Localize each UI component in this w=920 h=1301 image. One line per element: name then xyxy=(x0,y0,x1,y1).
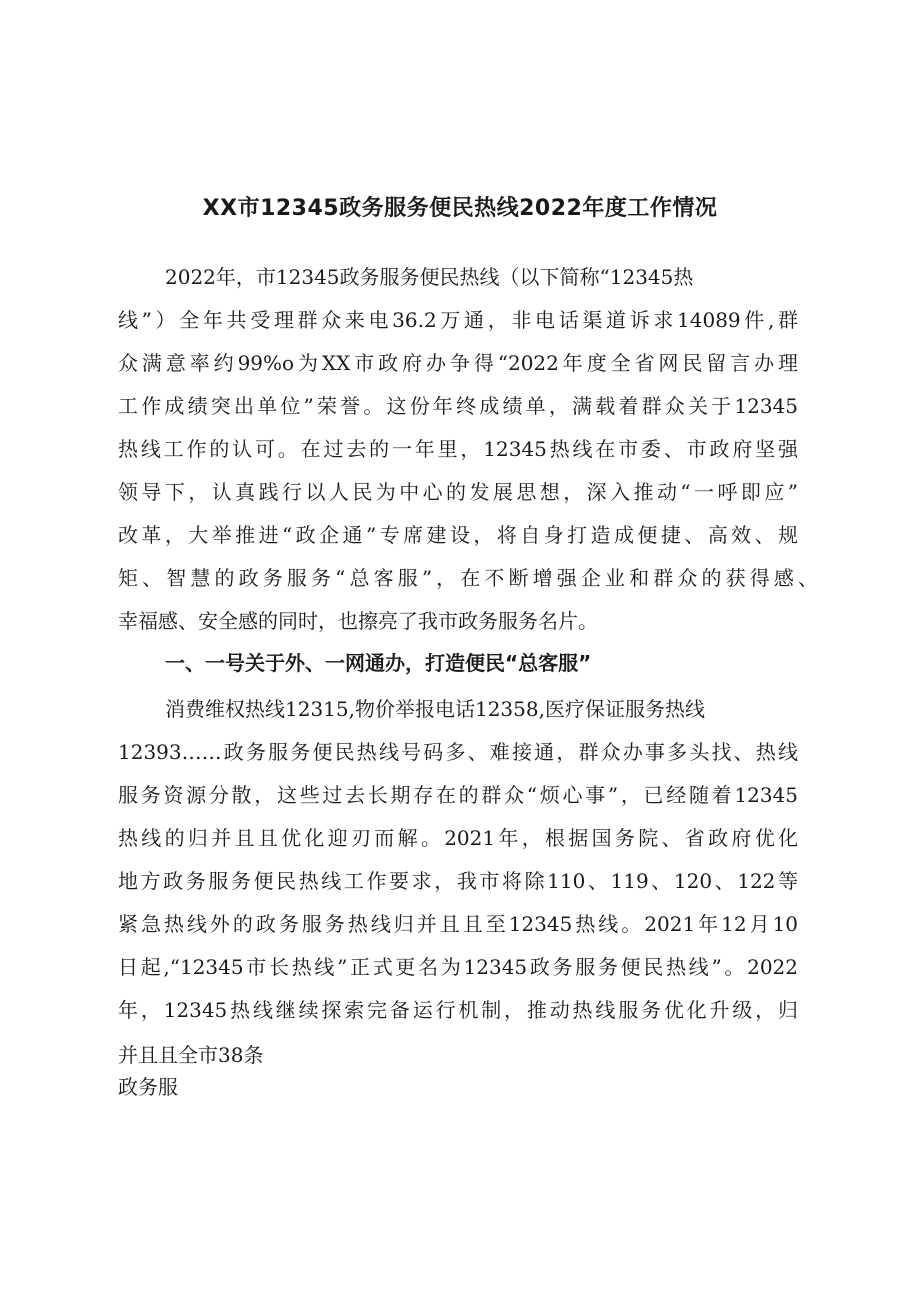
paragraph-1-line-9: 幸福感、安全感的同时，也擦亮了我市政务服务名片。 xyxy=(118,609,598,633)
section-1-heading: 一、一号关于外、一网通办，打造便民“总客服” xyxy=(165,651,592,675)
paragraph-2-line-8: 年，12345热线继续探索完备运行机制，推动热线服务优化升级，归 xyxy=(118,998,798,1022)
paragraph-2-line-6: 紧急热线外的政务服务热线归并且且至12345热线。2021年12月10 xyxy=(118,912,798,936)
paragraph-1-line-8: 矩、智慧的政务服务“总客服”，在不断增强企业和群众的获得感、 xyxy=(118,566,818,590)
paragraph-1-line-5: 热线工作的认可。在过去的一年里，12345热线在市委、市政府坚强 xyxy=(118,437,798,461)
paragraph-2-line-5: 地方政务服务便民热线工作要求，我市将除110、119、120、122等 xyxy=(118,869,798,893)
paragraph-2-line-1: 消费维权热线12315,物价举报电话12358,医疗保证服务热线 xyxy=(165,697,705,721)
paragraph-1-line-3: 众满意率约99%o为XX市政府办争得“2022年度全省网民留言办理 xyxy=(118,351,798,375)
paragraph-2-line-4: 热线的归并且且优化迎刃而解。2021年，根据国务院、省政府优化 xyxy=(118,826,798,850)
paragraph-1-line-2: 线”）全年共受理群众来电36.2万通，非电话渠道诉求14089件,群 xyxy=(118,308,798,332)
paragraph-1-line-1: 2022年，市12345政务服务便民热线（以下简称“12345热 xyxy=(165,265,694,289)
paragraph-2-line-9: 并且且全市38条 xyxy=(118,1043,264,1067)
paragraph-1-line-4: 工作成绩突出单位”荣誉。这份年终成绩单，满载着群众关于12345 xyxy=(118,394,798,418)
paragraph-1-line-6: 领导下，认真践行以人民为中心的发展思想，深入推动“一呼即应” xyxy=(118,480,798,504)
paragraph-2-line-10: 政务服 xyxy=(118,1075,178,1099)
paragraph-2-line-2: 12393……政务服务便民热线号码多、难接通，群众办事多头找、热线 xyxy=(118,740,798,764)
document-title: XX市12345政务服务便民热线2022年度工作情况 xyxy=(202,196,718,221)
paragraph-2-line-3: 服务资源分散，这些过去长期存在的群众“烦心事”，已经随着12345 xyxy=(118,783,798,807)
paragraph-1-line-7: 改革，大举推进“政企通”专席建设，将自身打造成便捷、高效、规 xyxy=(118,523,798,547)
paragraph-2-line-7: 日起,“12345市长热线”正式更名为12345政务服务便民热线”。2022 xyxy=(118,955,798,979)
